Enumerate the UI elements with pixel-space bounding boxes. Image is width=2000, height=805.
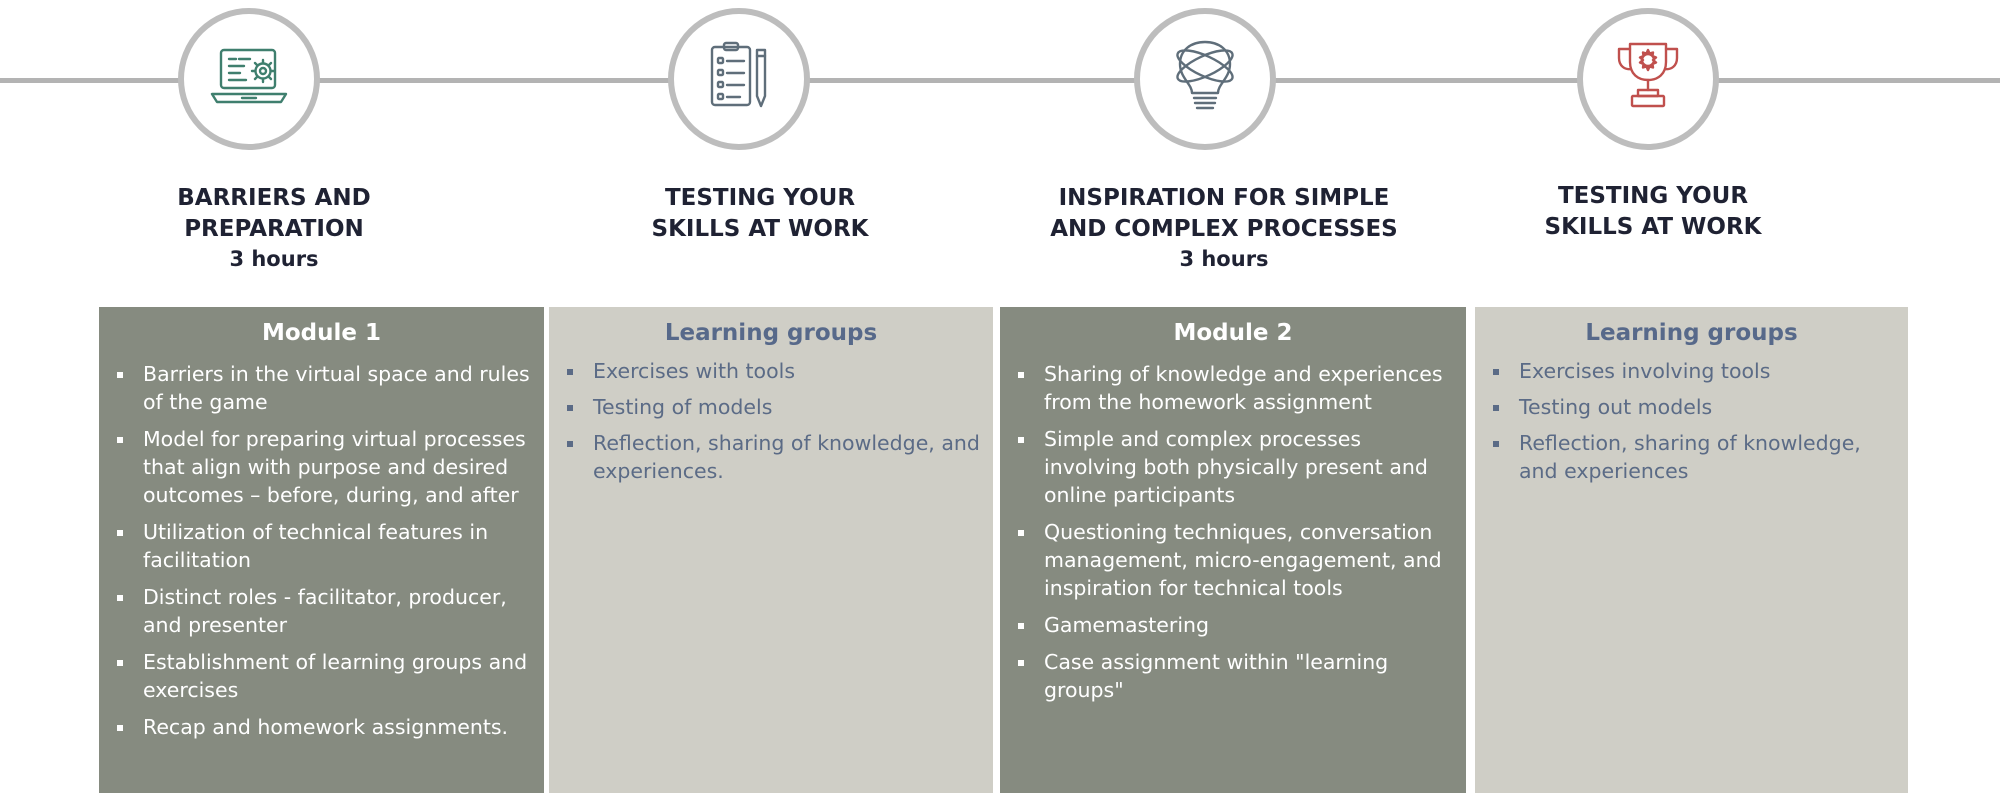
- list-item: Sharing of knowledge and experiences from the homework assignment: [1000, 360, 1466, 416]
- step-3-hours: 3 hours: [1179, 247, 1269, 271]
- learning-groups-1-list: [549, 357, 993, 485]
- list-item: Reflection, sharing of knowledge, and experiences.: [549, 429, 993, 485]
- learning-groups-2-list: [1475, 357, 1908, 485]
- module-1-box: [99, 307, 544, 793]
- step-1-heading-line2: PREPARATION: [184, 216, 364, 242]
- step-1-hours: 3 hours: [229, 247, 319, 271]
- list-item: Questioning techniques, conversation management, micro-engagement, and inspiration for technical tools: [1000, 518, 1466, 602]
- step-1-heading-line1: BARRIERS AND: [177, 185, 371, 211]
- list-item: Gamemastering: [1000, 611, 1466, 639]
- step-4-heading: [1478, 181, 1828, 243]
- list-item: Simple and complex processes involving both physically present and online participants: [1000, 425, 1466, 509]
- list-item: Model for preparing virtual processes that align with purpose and desired outcomes – before, during, and after: [99, 425, 544, 509]
- list-item: Distinct roles - facilitator, producer, and presenter: [99, 583, 544, 639]
- step-1-heading: [99, 183, 449, 273]
- step-3-heading: [1014, 183, 1434, 273]
- step-2-heading: [585, 183, 935, 245]
- step-3-icon-circle: [1134, 8, 1276, 150]
- step-3-heading-line1: INSPIRATION FOR SIMPLE: [1058, 185, 1390, 211]
- list-item: Testing out models: [1475, 393, 1908, 421]
- learning-groups-2-box: [1475, 307, 1908, 793]
- list-item: Exercises involving tools: [1475, 357, 1908, 385]
- module-2-list: [1000, 360, 1466, 704]
- module-1-list: [99, 360, 544, 741]
- module-1-title: Module 1: [261, 320, 382, 346]
- trophy-icon: [1583, 14, 1713, 144]
- list-item: Reflection, sharing of knowledge, and experiences: [1475, 429, 1908, 485]
- list-item: Case assignment within "learning groups": [1000, 648, 1466, 704]
- list-item: Exercises with tools: [549, 357, 993, 385]
- laptop-gear-icon: [184, 14, 314, 144]
- list-item: Barriers in the virtual space and rules of the game: [99, 360, 544, 416]
- step-2-heading-line2: SKILLS AT WORK: [651, 216, 869, 242]
- step-1-icon-circle: [178, 8, 320, 150]
- lightbulb-idea-icon: [1140, 14, 1270, 144]
- learning-groups-2-title: Learning groups: [1585, 320, 1798, 346]
- step-4-icon-circle: [1577, 8, 1719, 150]
- step-4-heading-line2: SKILLS AT WORK: [1544, 214, 1762, 240]
- step-4-heading-line1: TESTING YOUR: [1557, 183, 1749, 209]
- step-2-icon-circle: [668, 8, 810, 150]
- module-2-box: [1000, 307, 1466, 793]
- list-item: Recap and homework assignments.: [99, 713, 544, 741]
- learning-groups-1-title: Learning groups: [664, 320, 878, 346]
- learning-groups-1-box: [549, 307, 993, 793]
- module-2-title: Module 2: [1173, 320, 1293, 346]
- step-2-heading-line1: TESTING YOUR: [664, 185, 856, 211]
- step-3-heading-line2: AND COMPLEX PROCESSES: [1050, 216, 1398, 242]
- checklist-pen-icon: [674, 14, 804, 144]
- list-item: Utilization of technical features in facilitation: [99, 518, 544, 574]
- list-item: Testing of models: [549, 393, 993, 421]
- list-item: Establishment of learning groups and exercises: [99, 648, 544, 704]
